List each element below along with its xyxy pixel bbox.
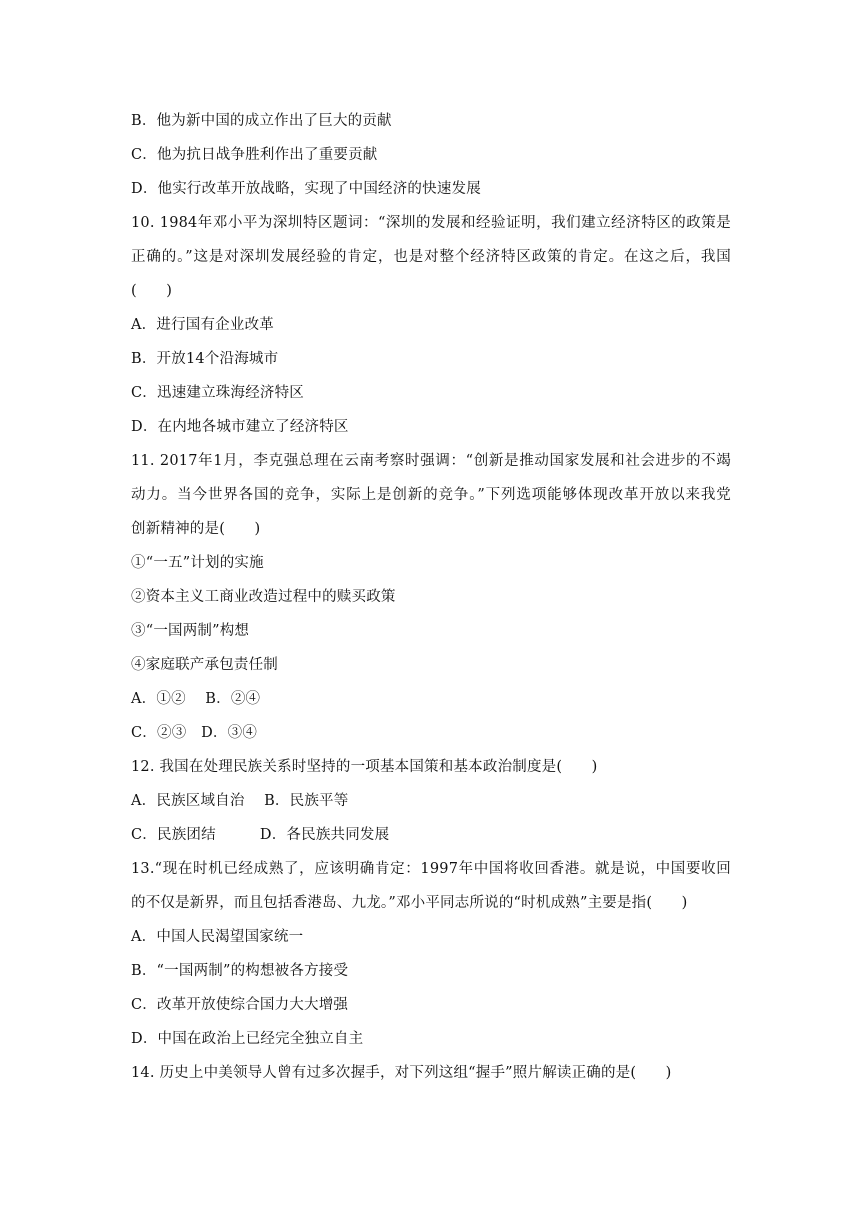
q13-option-b: B．“一国两制”的构想被各方接受 (131, 963, 349, 979)
q13-option-c: C．改革开放使综合国力大大增强 (131, 997, 349, 1013)
q14-stem: 14. 历史上中美领导人曾有过多次握手，对下列这组“握手”照片解读正确的是( ) (131, 1065, 672, 1081)
q10-answer-blank: ( ) (131, 283, 173, 299)
q11-item-3: ③“一国两制”构想 (131, 623, 250, 639)
q11-item-2: ②资本主义工商业改造过程中的赎买政策 (131, 589, 396, 605)
q13-stem-line-1: 13.“现在时机已经成熟了，应该明确肯定：1997年中国将收回香港。就是说，中国要收回 (131, 861, 731, 877)
q12-stem: 12. 我国在处理民族关系时坚持的一项基本国策和基本政治制度是( ) (131, 759, 598, 775)
q13-option-d: D．中国在政治上已经完全独立自主 (131, 1031, 364, 1047)
q10-option-d: D．在内地各城市建立了经济特区 (131, 419, 349, 435)
q11-options-ab: A．①② B．②④ (131, 691, 261, 707)
q10-option-a: A．进行国有企业改革 (131, 317, 274, 333)
q11-options-cd: C．②③ D．③④ (131, 725, 258, 741)
q9-option-b: B．他为新中国的成立作出了巨大的贡献 (131, 113, 392, 129)
q11-stem-line-3: 创新精神的是( ) (131, 521, 261, 537)
q13-option-a: A．中国人民渴望国家统一 (131, 929, 304, 945)
q10-stem-line-1: 10. 1984年邓小平为深圳特区题词：“深圳的发展和经验证明，我们建立经济特区的政策是 (131, 215, 731, 231)
q10-stem-line-2: 正确的。”这是对深圳发展经验的肯定，也是对整个经济特区政策的肯定。在这之后，我国 (131, 249, 731, 265)
q12-options-cd: C．民族团结 D．各民族共同发展 (131, 827, 390, 843)
q11-stem-line-1: 11. 2017年1月，李克强总理在云南考察时强调：“创新是推动国家发展和社会进步的不竭 (131, 453, 731, 469)
q11-stem-line-2: 动力。当今世界各国的竞争，实际上是创新的竞争。”下列选项能够体现改革开放以来我党 (131, 487, 731, 503)
q11-item-4: ④家庭联产承包责任制 (131, 657, 278, 673)
q13-stem-line-2: 的不仅是新界，而且包括香港岛、九龙。”邓小平同志所说的“时机成熟”主要是指( ) (131, 895, 688, 911)
q9-option-c: C．他为抗日战争胜利作出了重要贡献 (131, 147, 378, 163)
q10-option-c: C．迅速建立珠海经济特区 (131, 385, 304, 401)
q9-option-d: D．他实行改革开放战略，实现了中国经济的快速发展 (131, 181, 481, 197)
q10-option-b: B．开放14个沿海城市 (131, 351, 279, 367)
q12-options-ab: A．民族区域自治 B．民族平等 (131, 793, 349, 809)
q11-item-1: ①“一五”计划的实施 (131, 555, 264, 571)
